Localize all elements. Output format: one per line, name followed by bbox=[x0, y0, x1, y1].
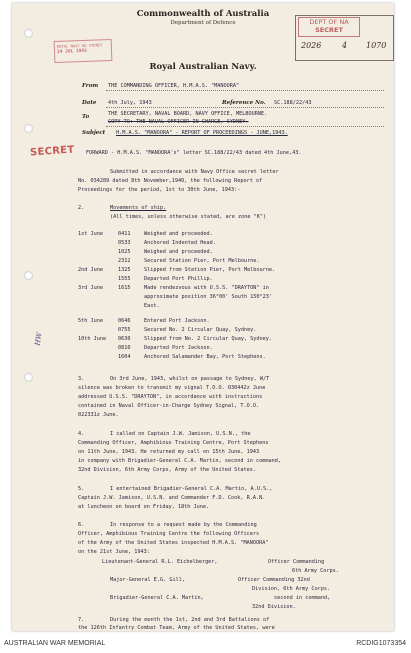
handwritten-initials: HW bbox=[33, 331, 44, 347]
paragraph-line: I entertained Brigadier-General C.A. Martin, A.U.S., bbox=[110, 486, 273, 492]
section-number: 6. bbox=[78, 522, 85, 528]
officer-role: Division, 6th Army Corps. bbox=[252, 586, 331, 592]
paragraph-line: at luncheon on board on Friday, 18th June. bbox=[78, 504, 210, 510]
punch-hole bbox=[24, 271, 33, 280]
movement-text: Made rendezvous with U.S.S. "DRAYTON" in bbox=[144, 285, 269, 291]
paragraph-line: of the Army of the United States inspected H.M.A.S. "MANOORA" bbox=[78, 540, 269, 546]
movement-time: 2312 bbox=[118, 258, 131, 264]
officer-name: Lieutenant-General R.L. Eichelberger, bbox=[102, 559, 218, 565]
officer-role: second in command, bbox=[274, 595, 331, 601]
movement-date: 2nd June bbox=[78, 267, 103, 273]
paragraph-line: contained in Naval Officer-in-Charge Sydney Signal, T.O.O. bbox=[78, 403, 260, 409]
movement-time: 1025 bbox=[118, 249, 131, 255]
punch-hole bbox=[24, 124, 33, 133]
movement-text: East. bbox=[144, 303, 160, 309]
registry-number-2: 4 bbox=[342, 41, 348, 50]
movement-date: 5th June bbox=[78, 318, 103, 324]
registry-label bbox=[298, 17, 360, 37]
from-line bbox=[106, 90, 384, 91]
footer-record-id: RCDIG1073354 bbox=[356, 640, 406, 647]
from-value: THE COMMANDING OFFICER, H.M.A.S. "MANOORA" bbox=[108, 83, 240, 89]
archive-footer bbox=[0, 638, 411, 653]
officer-name: Major-General E.G. Gill, bbox=[110, 577, 185, 583]
paragraph-line: Captain J.W. Jamison, U.S.N. and Commander F.D. Cook, R.A.N. bbox=[78, 495, 266, 501]
header-navy: Royal Australian Navy. bbox=[149, 62, 257, 72]
movement-text: Weighed and proceeded. bbox=[144, 249, 213, 255]
movement-time: 0411 bbox=[118, 231, 131, 237]
section-title: Movements of ship. bbox=[110, 205, 167, 211]
received-stamp bbox=[54, 39, 113, 63]
section-number: 2. bbox=[78, 205, 85, 211]
date-value: 4th July, 1943 bbox=[108, 100, 152, 106]
punch-hole bbox=[24, 29, 33, 38]
movement-date: 10th June bbox=[78, 336, 107, 342]
movement-time: 0755 bbox=[118, 327, 131, 333]
movement-text: Departed Port Phillip. bbox=[144, 276, 213, 282]
secret-stamp: SECRET bbox=[29, 144, 75, 159]
paragraph-line: Officer, Amphibious Training Centre the following Officers bbox=[78, 531, 260, 537]
paragraph-line: During the month the 1st, 2nd and 3rd Battalions of bbox=[110, 617, 270, 623]
date-label: Date bbox=[82, 100, 97, 106]
paragraph-line: 022331z June. bbox=[78, 412, 119, 418]
forward-line: FORWARD - H.M.A.S. "MANOORA's" letter SC.188/22/43 dated 4th June,43. bbox=[86, 150, 302, 156]
paragraph-line: Commanding Officer, Amphibious Training Centre, Port Stephens bbox=[78, 440, 269, 446]
movement-text: Secured No. 2 Circular Quay, Sydney. bbox=[144, 327, 257, 333]
registry-box bbox=[295, 15, 394, 61]
reference-value: SC.188/22/43 bbox=[274, 100, 312, 106]
registry-label-line1: DEPT OF NA bbox=[309, 18, 349, 26]
intro-line: Submitted in accordance with Navy Office secret letter bbox=[110, 169, 279, 175]
movement-time: 1615 bbox=[118, 285, 131, 291]
registry-number-1: 2026 bbox=[301, 41, 322, 50]
to-label: To bbox=[82, 114, 90, 120]
header-dept: Department of Defence bbox=[170, 20, 236, 26]
intro-line: Proceedings for the period, 1st to 30th June, 1943:- bbox=[78, 187, 241, 193]
section-number: 4. bbox=[78, 431, 85, 437]
from-label: From bbox=[82, 83, 99, 89]
section-number: 5. bbox=[78, 486, 85, 492]
section-note: (All times, unless otherwise stated, are zone "K") bbox=[110, 214, 267, 220]
section-number: 3. bbox=[78, 376, 85, 382]
officer-role: 32nd Division. bbox=[252, 604, 296, 610]
footer-institution: AUSTRALIAN WAR MEMORIAL bbox=[4, 640, 106, 647]
paragraph-line: I called on Captain J.W. Jamison, U.S.N., the bbox=[110, 431, 251, 437]
punch-hole bbox=[24, 373, 33, 382]
to-value-2: COPY TO: THE NAVAL OFFICER-IN-CHARGE, SYDNEY. bbox=[108, 119, 249, 125]
officer-role: Officer Commanding bbox=[268, 559, 325, 565]
movement-time: 1325 bbox=[118, 267, 131, 273]
movement-time: 0630 bbox=[118, 336, 131, 342]
movement-time: 1604 bbox=[118, 354, 131, 360]
officer-role: 6th Army Corps. bbox=[292, 568, 339, 574]
movement-text: approximate position 36°00' South 150°23' bbox=[144, 294, 273, 300]
date-line bbox=[106, 107, 384, 108]
movement-text: Weighed and proceeded. bbox=[144, 231, 213, 237]
paragraph-line: on the 21st June, 1943: bbox=[78, 549, 150, 555]
paragraph-line: addressed U.S.S. "DRAYTON", in accordance with instructions bbox=[78, 394, 263, 400]
subject-label: Subject bbox=[82, 130, 106, 136]
registry-label-line2: SECRET bbox=[315, 26, 343, 34]
movement-time: 0533 bbox=[118, 240, 131, 246]
movement-date: 3rd June bbox=[78, 285, 103, 291]
to-value-1: THE SECRETARY, NAVAL BOARD, NAVY OFFICE, MELBOURNE. bbox=[108, 111, 268, 117]
paragraph-line: in company with Brigadier-General C.A. Martin, second in command, bbox=[78, 458, 282, 464]
movement-text: Slipped from Station Pier, Port Melbourne. bbox=[144, 267, 276, 273]
document-page bbox=[12, 3, 394, 631]
to-line bbox=[106, 126, 384, 127]
officer-name: Brigadier-General C.A. Martin, bbox=[110, 595, 204, 601]
movement-text: Secured Station Pier, Port Melbourne. bbox=[144, 258, 260, 264]
movement-text: Entered Port Jackson. bbox=[144, 318, 210, 324]
movement-date: 1st June bbox=[78, 231, 103, 237]
paragraph-line: silence was broken to transmit my signal T.O.O. 030442z June bbox=[78, 385, 266, 391]
paragraph-line: On 3rd June, 1943, whilst on passage to Sydney, W/T bbox=[110, 376, 270, 382]
paragraph-line: In response to a request made by the Commanding bbox=[110, 522, 257, 528]
header-org: Commonwealth of Australia bbox=[136, 9, 270, 19]
paragraph-line: on 11th June, 1943. He returned my call on 15th June, 1943 bbox=[78, 449, 260, 455]
movement-text: Anchored Indented Head. bbox=[144, 240, 216, 246]
paragraph-line: 32nd Division, 6th Army Corps, Army of the United States. bbox=[78, 467, 257, 473]
officer-role: Officer Commanding 32nd bbox=[238, 577, 310, 583]
movement-text: Anchored Salamander Bay, Port Stephens. bbox=[144, 354, 266, 360]
movement-time: 0810 bbox=[118, 345, 131, 351]
movement-text: Departed Port Jackson. bbox=[144, 345, 213, 351]
movement-time: 0646 bbox=[118, 318, 131, 324]
registry-number-3: 1070 bbox=[366, 41, 387, 50]
paragraph-line: the 126th Infantry Combat Team, Army of the United States, were bbox=[78, 625, 275, 631]
received-stamp-line1: ROYAL NAVY HQ SYDNEY bbox=[56, 42, 103, 49]
subject-value: H.M.A.S. "MANOORA" - REPORT OF PROCEEDINGS - JUNE,1943. bbox=[116, 130, 288, 136]
reference-label: Reference No. bbox=[222, 100, 266, 106]
movement-time: 1555 bbox=[118, 276, 131, 282]
received-stamp-line2: 14 JUL 1943 bbox=[56, 48, 87, 55]
intro-line: No. 034289 dated 8th November,1940, the following Report of bbox=[78, 178, 263, 184]
section-number: 7. bbox=[78, 617, 85, 623]
movement-text: Slipped from No. 2 Circular Quay, Sydney. bbox=[144, 336, 273, 342]
